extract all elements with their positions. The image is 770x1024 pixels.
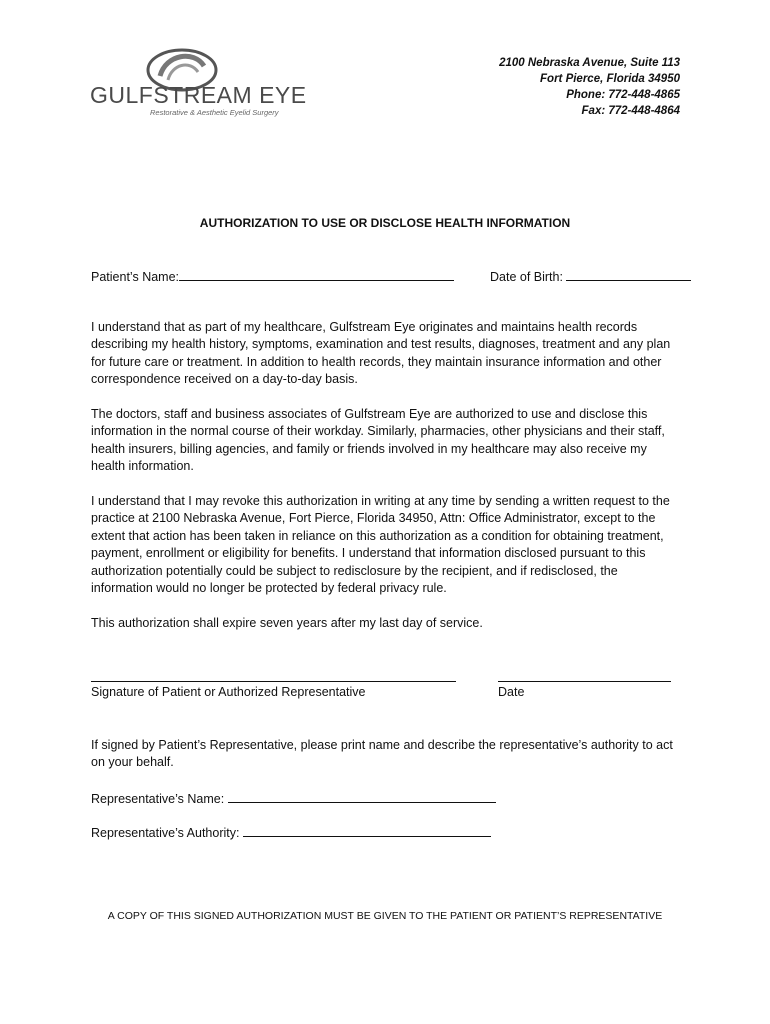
representative-name-label: Representative’s Name:	[91, 792, 225, 806]
signature-date-field[interactable]	[498, 680, 671, 682]
paragraph-expiration: This authorization shall expire seven years after my last day of service.	[91, 616, 483, 630]
patient-name-field[interactable]	[179, 268, 454, 281]
practice-address	[499, 55, 680, 119]
address-street: 2100 Nebraska Avenue, Suite 113	[499, 57, 680, 69]
representative-name-row	[91, 790, 496, 806]
form-title: AUTHORIZATION TO USE OR DISCLOSE HEALTH INFORMATION	[199, 216, 571, 230]
address-fax: Fax: 772-448-4864	[581, 105, 680, 117]
date-label: Date	[498, 685, 525, 699]
paragraph-revocation: I understand that I may revoke this authorization in writing at any time by sending a written request to the practice at 2100 Nebraska Avenue, Fort Pierce, Florida 34950, Attn: Office Administrator, except to the extent that action has been taken in reliance on this authorization as a condition for obtaining treatment, payment, enrollment or eligibility for benefits. I understand that information disclosed pursuant to this authorization potentially could be subject to redisclosure by the recipient, and if redisclosed, the information would no longer be protected by federal privacy rule.	[91, 494, 670, 596]
logo-tagline: Restorative & Aesthetic Eyelid Surgery	[150, 108, 279, 117]
address-phone: Phone: 772-448-4865	[566, 89, 680, 101]
representative-authority-label: Representative’s Authority:	[91, 826, 240, 840]
representative-note: If signed by Patient’s Representative, please print name and describe the representative’s authority to act on your behalf.	[91, 738, 673, 770]
paragraph-authorized-use: The doctors, staff and business associates of Gulfstream Eye are authorized to use and disclose this information in the normal course of their workday. Similarly, pharmacies, other physicians and their staff, health insurers, billing agencies, and family or friends involved in my healthcare may also receive my health information.	[91, 407, 665, 474]
logo-wordmark: GULFSTREAM EYE	[90, 82, 307, 108]
dob-field[interactable]	[566, 268, 691, 281]
signature-field[interactable]	[91, 680, 456, 682]
dob-label: Date of Birth:	[490, 270, 563, 284]
patient-name-label: Patient’s Name:	[91, 270, 180, 284]
representative-name-field[interactable]	[228, 790, 496, 803]
gulfstream-eye-logo	[88, 46, 307, 118]
dob-row	[490, 268, 691, 284]
representative-authority-field[interactable]	[243, 824, 491, 837]
address-city: Fort Pierce, Florida 34950	[540, 73, 680, 85]
signature-label: Signature of Patient or Authorized Representative	[91, 685, 366, 699]
patient-name-row	[91, 268, 454, 284]
paragraph-records: I understand that as part of my healthcare, Gulfstream Eye originates and maintains health records describing my health history, symptoms, examination and test results, diagnoses, treatment and any plan for future care or treatment. In addition to health records, they maintain insurance information and other correspondence received on a day-to-day basis.	[91, 320, 671, 387]
representative-authority-row	[91, 824, 491, 840]
footer-notice: A COPY OF THIS SIGNED AUTHORIZATION MUST BE GIVEN TO THE PATIENT OR PATIENT’S REPRESENTATIVE	[107, 910, 663, 922]
